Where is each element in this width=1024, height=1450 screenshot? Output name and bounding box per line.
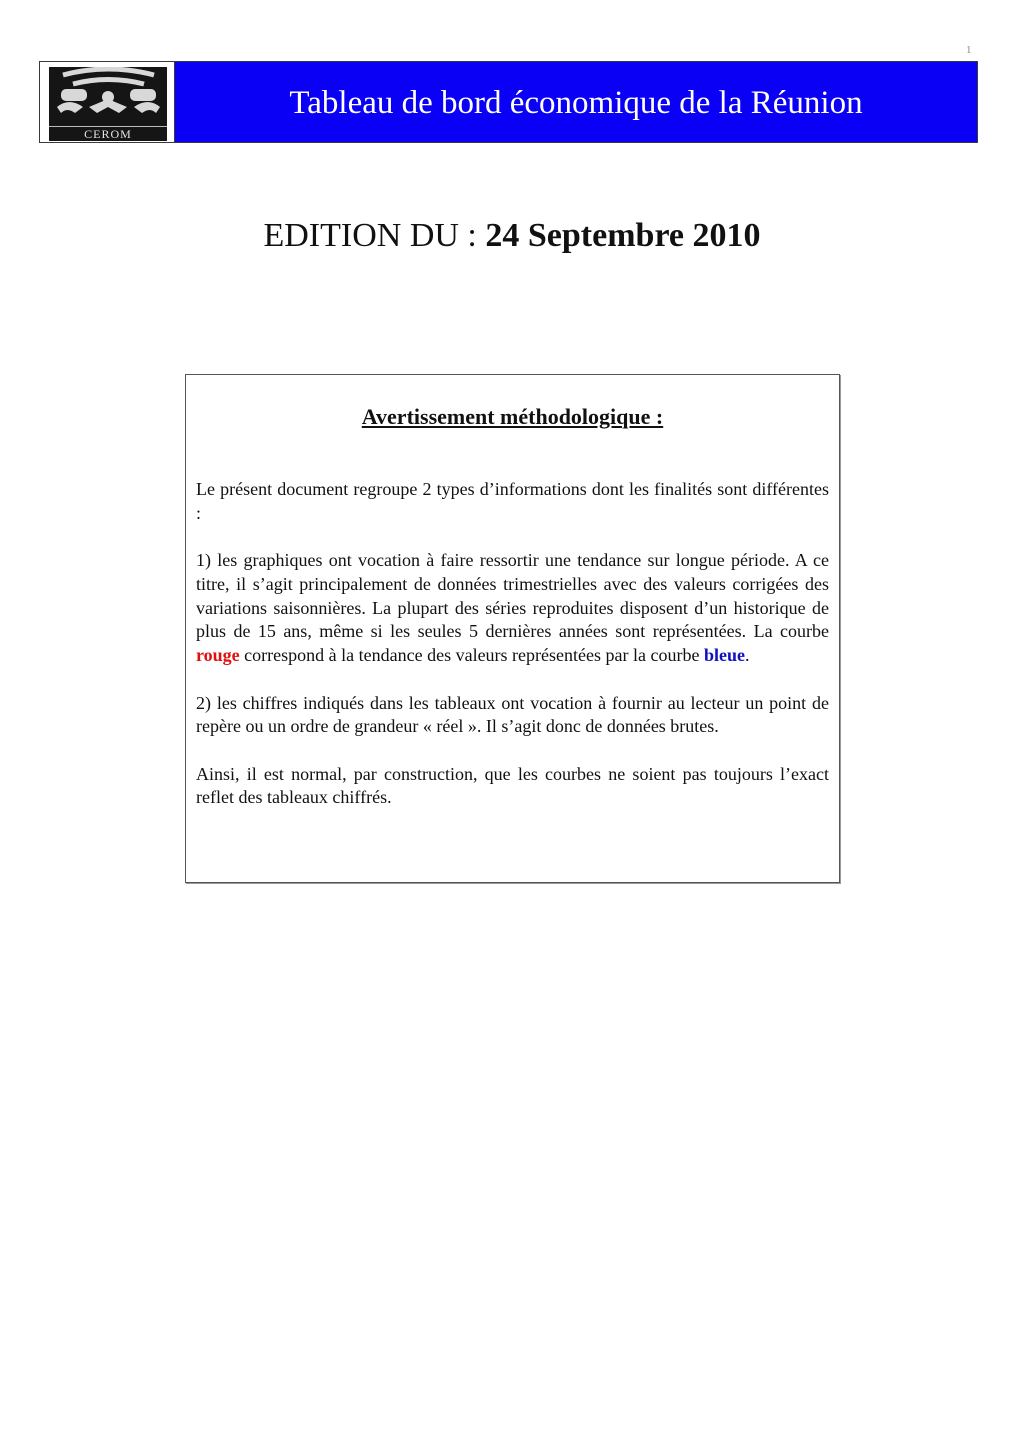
cerom-logo-mark	[49, 67, 167, 141]
notice-point-2: 2) les chiffres indiqués dans les tableaux ont vocation à fournir au lecteur un point de repère ou un ordre de grandeur « réel ». Il s’agit donc de données brutes.	[196, 692, 829, 737]
point-1-middle: correspond à la tendance des valeurs représentées par la courbe	[239, 645, 704, 666]
red-curve-word: rouge	[196, 645, 240, 666]
point-1-text: 1) les graphiques ont vocation à faire ressortir une tendance sur longue période. A ce titre, il s’agit principalement de données trimestrielles avec des valeurs corrigées des variations saisonnières. La plupart des séries reproduites disposent d’un historique de plus de 15 ans, même si les seules 5 dernières années sont représentées. La courbe	[196, 550, 829, 642]
notice-conclusion: Ainsi, il est normal, par construction, que les courbes ne soient pas toujours l’exact reflet des tableaux chiffrés.	[196, 763, 829, 808]
logo-glyph-icon	[49, 67, 167, 129]
banner-title: Tableau de bord économique de la Réunion	[289, 85, 863, 121]
page-number: 1	[966, 44, 972, 56]
notice-point-1	[196, 549, 829, 668]
edition-line	[0, 212, 1024, 260]
cerom-logo	[40, 62, 175, 142]
notice-title: Avertissement méthodologique :	[361, 404, 664, 429]
notice-intro: Le présent document regroupe 2 types d’informations dont les finalités sont différentes :	[196, 479, 829, 523]
header-banner	[39, 61, 978, 143]
blue-curve-word: bleue	[703, 645, 745, 666]
methodology-notice-box	[185, 374, 840, 883]
edition-label: EDITION DU :	[263, 217, 486, 254]
logo-text: CEROM	[49, 126, 167, 141]
point-1-end: .	[744, 645, 750, 666]
edition-date: 24 Septembre 2010	[485, 217, 761, 254]
